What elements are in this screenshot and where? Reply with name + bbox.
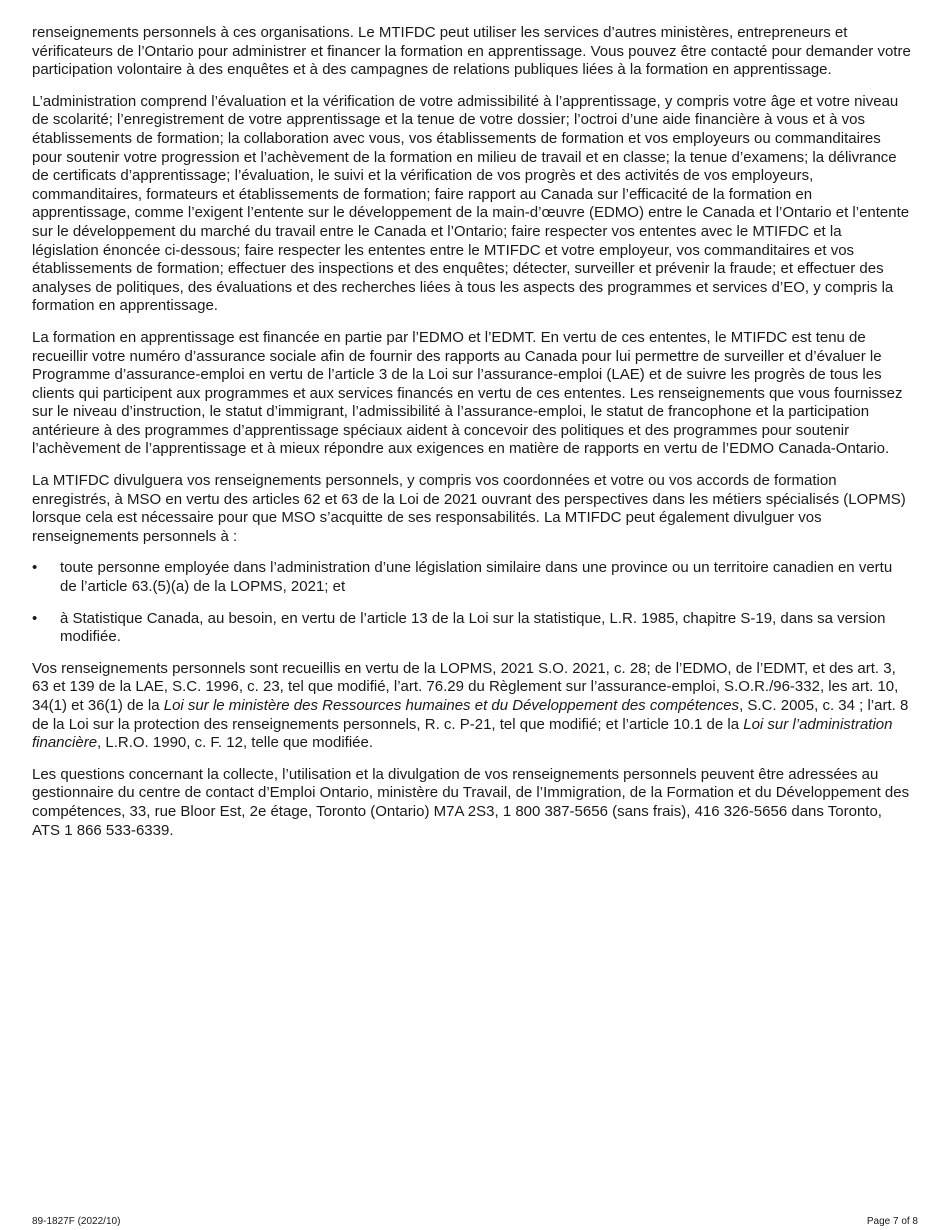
paragraph-contact: Les questions concernant la collecte, l’utilisation et la divulgation de vos renseignements personnels peuvent être adressées au gestionnaire du centre de contact d’Emploi Ontario, ministère du Travail, de l’Immigration, de la Formation et du Développement des compétences, 33, rue Bloor Est, 2e étage, Toronto (Ontario) M7A 2S3, 1 800 387-5656 (sans frais), 416 326-5656 dans Toronto, ATS 1 866 533-6339. bbox=[32, 765, 910, 839]
paragraph-administration: L’administration comprend l’évaluation et la vérification de votre admissibilité à l’apprentissage, y compris votre âge et votre niveau de scolarité; l’enregistrement de votre apprentissage et la tenue de votre dossier; l’octroi d’une aide financière à vous et à vos établissements de formation; la collaboration avec vous, vos établissements de formation et vos employeurs ou commanditaires pour soutenir votre progression et l’achèvement de la formation en milieu de travail et en classe; la tenue d’examens; la délivrance de certificats d’apprentissage; l’évaluation, le suivi et la vérification de vos progrès et des activités de vos employeurs, commanditaires, formateurs et établissements de formation; faire rapport au Canada sur l’efficacité de la formation en apprentissage, comme l’exigent l’entente sur le développement de la main-d’œuvre (EDMO) entre le Canada et l’Ontario et l’entente sur le développement du marché du travail entre le Canada et l’Ontario; faire respecter vos ententes avec le MTIFDC et la législation énoncée ci-dessous; faire respecter les ententes entre le MTIFDC et votre employeur, vos commanditaires et vos établissements de formation; effectuer des inspections et des enquêtes; détecter, surveiller et prévenir la fraude; et effectuer des analyses de politiques, des évaluations et des recherches liées à tous les aspects des programmes et services d’EO, y compris la formation en apprentissage. bbox=[32, 92, 910, 315]
paragraph-authority bbox=[32, 660, 912, 753]
authority-act-title-1: Loi sur le ministère des Ressources humaines et du Développement des compétences bbox=[163, 697, 740, 714]
list-item-text: toute personne employée dans l’administration d’une législation similaire dans une province ou un territoire canadien en vertu de l’article 63.(5)(a) de la LOPMS, 2021; et bbox=[60, 559, 893, 596]
authority-text-3: , L.R.O. 1990, c. F. 12, telle que modifiée. bbox=[97, 734, 374, 752]
list-item bbox=[32, 610, 912, 647]
bullet-glyph: • bbox=[32, 559, 38, 577]
page-number: Page 7 of 8 bbox=[866, 1216, 918, 1227]
list-item-text: à Statistique Canada, au besoin, en vertu de l’article 13 de la Loi sur la statistique, L.R. 1985, chapitre S-19, dans sa version modifiée. bbox=[60, 609, 886, 646]
paragraph-disclosure: La MTIFDC divulguera vos renseignements personnels, y compris vos coordonnées et votre ou vos accords de formation enregistrés, à MSO en vertu des articles 62 et 63 de la Loi de 2021 ouvrant des perspectives dans les métiers spécialisés (LOPMS) lorsque cela est nécessaire pour que MSO s’acquitte de ses responsabilités. La MTIFDC peut également divulguer vos renseignements personnels à : bbox=[32, 472, 906, 545]
authority-text-1: Vos renseignements personnels sont recueillis en vertu de la LOPMS, 2021 S.O. 2021, c. 28; de l’EDMO, de l’EDMT, et des art. 3, 63 et 139 de la LAE, S.C. 1996, c. 23, tel que modifié, l’art. 76.29 du Règlement sur l’assurance-emploi, S.O.R./96-332, les art. 10, 34(1) et 36(1) de la bbox=[32, 659, 899, 714]
document-body bbox=[32, 24, 912, 853]
authority-act-title-2: Loi sur l’administration financière bbox=[32, 715, 893, 752]
paragraph-organisations: renseignements personnels à ces organisations. Le MTIFDC peut utiliser les services d’autres ministères, entrepreneurs et vérificateurs de l’Ontario pour administrer et financer la formation en apprentissage. Vous pouvez être contacté pour demander votre participation volontaire à des enquêtes et à des campagnes de relations publiques liées à la formation en apprentissage. bbox=[32, 24, 911, 79]
bullet-glyph: • bbox=[32, 609, 38, 627]
paragraph-funding: La formation en apprentissage est financée en partie par l’EDMO et l’EDMT. En vertu de ces ententes, le MTIFDC est tenu de recueillir votre numéro d’assurance sociale afin de fournir des rapports au Canada pour lui permettre de surveiller et d’évaluer le Programme d’assurance-emploi en vertu de l’article 3 de la Loi sur l’assurance-emploi (LAE) et de suivre les progrès de tous les clients qui participent aux programmes et aux services financés en vertu de ces ententes. Les renseignements que vous fournissez sur le niveau d’instruction, le statut d’immigrant, l’admissibilité à l’assurance-emploi, le statut de francophone et la participation antérieure à des programmes d’apprentissage spéciaux aident à concevoir des politiques et des programmes pour soutenir l’achèvement de l’apprentissage et à mieux répondre aux exigences en matière de rapports en vertu de l’EDMO Canada-Ontario. bbox=[32, 328, 903, 458]
form-number: 89-1827F (2022/10) bbox=[32, 1216, 121, 1227]
disclosure-list bbox=[32, 559, 912, 646]
list-item bbox=[32, 559, 912, 596]
authority-text-2: , S.C. 2005, c. 34 ; l’art. 8 de la Loi sur la protection des renseignements personnels, R. c. P-21, tel que modifié; et l’article 10.1 de la bbox=[32, 697, 909, 733]
